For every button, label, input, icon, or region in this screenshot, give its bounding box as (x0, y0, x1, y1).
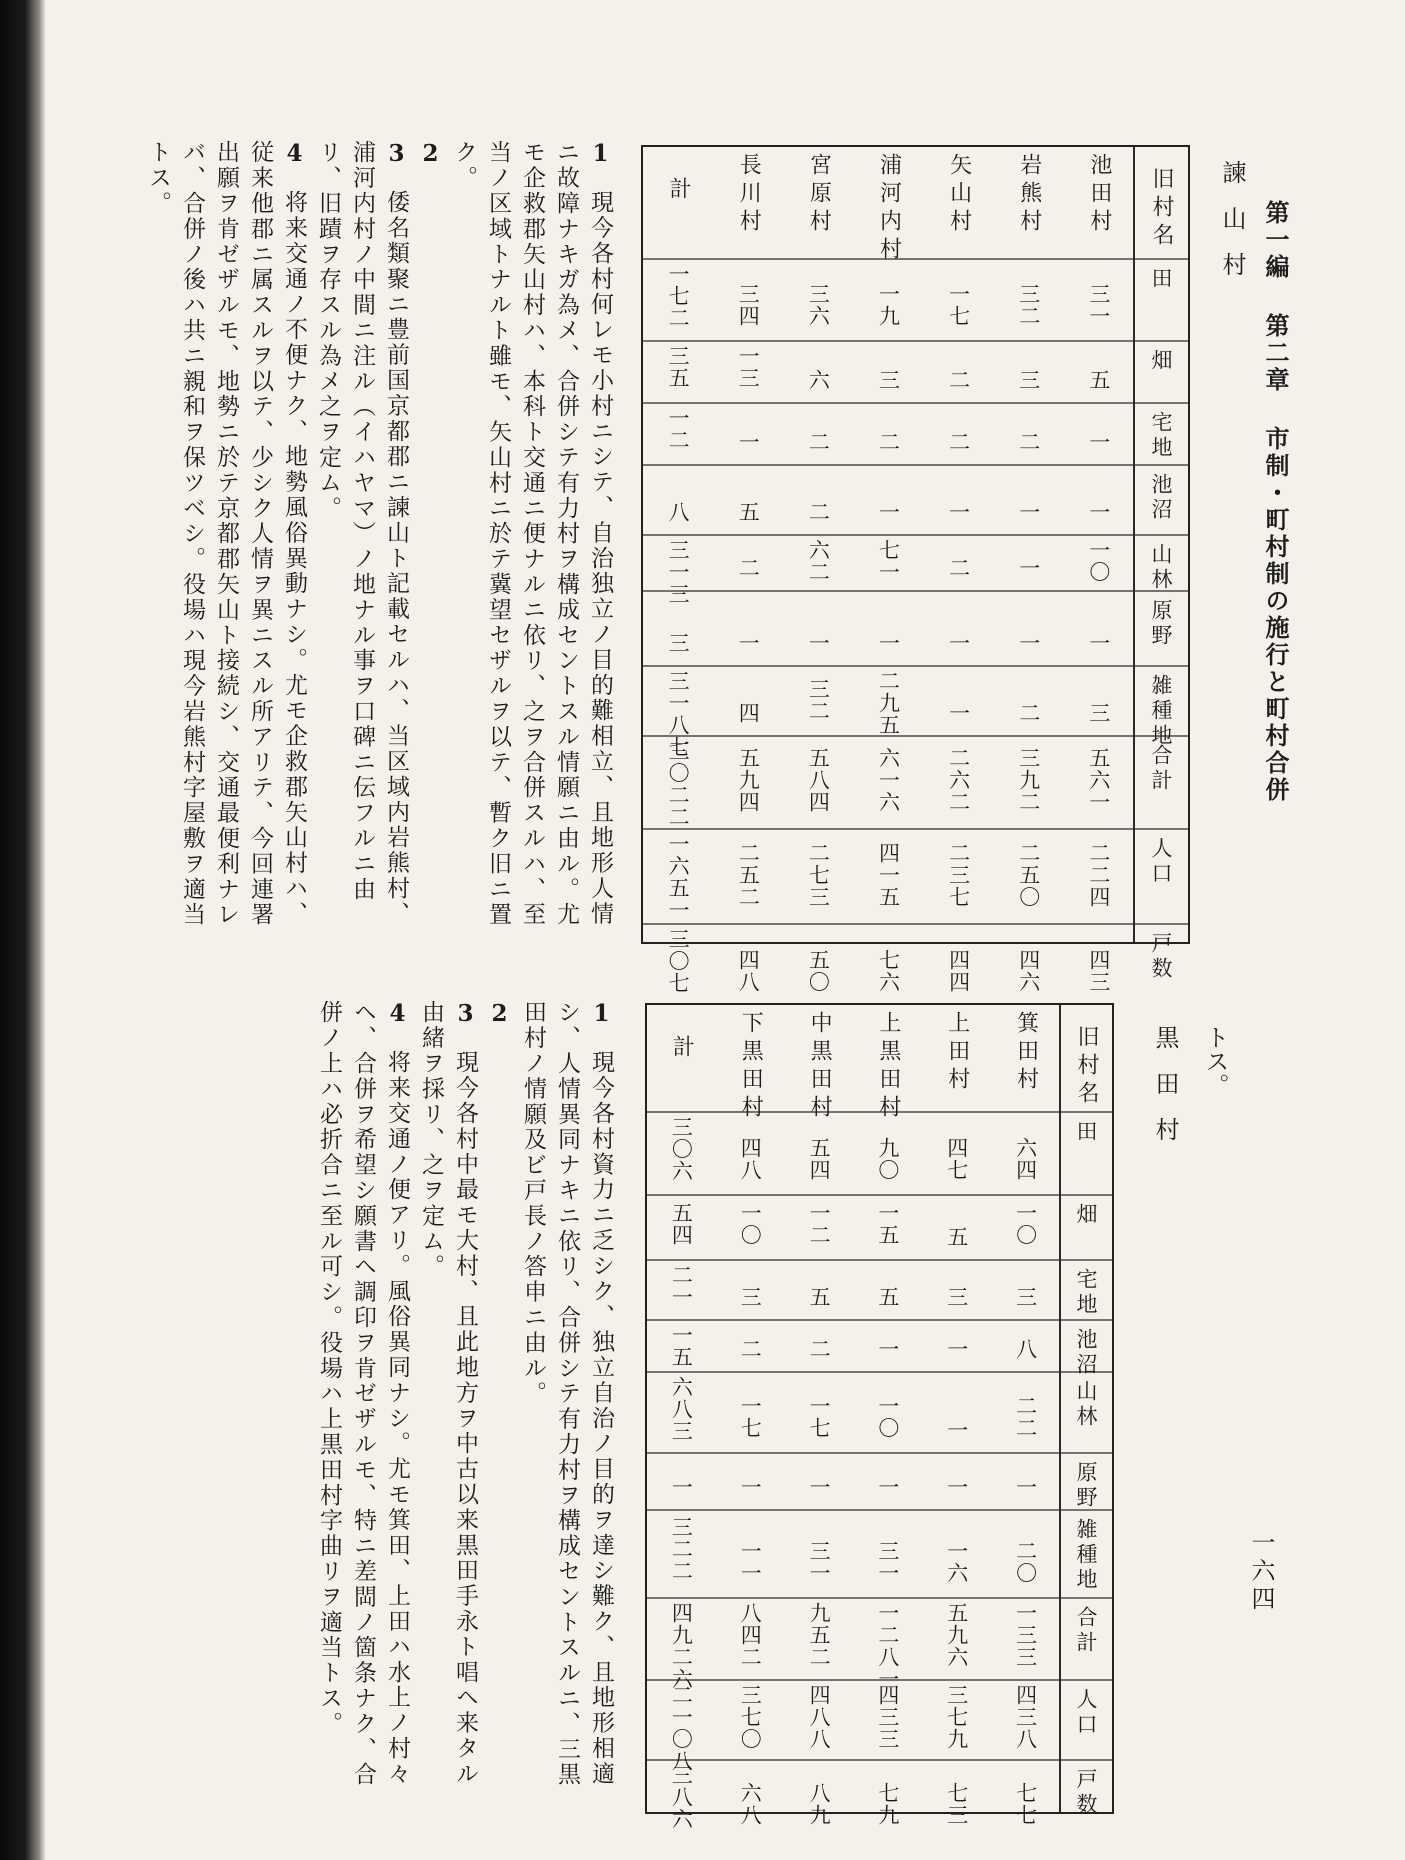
table-cell: 二二四 (1086, 842, 1111, 908)
column-header-village: 長川村 (736, 153, 762, 237)
column-header-village: 宮原村 (806, 153, 832, 237)
table-cell: 三二 (806, 678, 831, 722)
row-label: 畑 (1149, 349, 1173, 374)
table-cell: 三二二 (669, 1516, 694, 1582)
table-cell: 六 (806, 369, 831, 391)
table-cell: 一 (944, 1338, 969, 1360)
note-number: 3 (452, 1000, 479, 1050)
table-cell: 三〇二二 (666, 740, 691, 828)
table-cell: 五六一 (1086, 747, 1111, 813)
table-cell: 六四 (1013, 1137, 1038, 1181)
table-cell: 三 (944, 1286, 969, 1308)
table-cell: 六一六 (876, 747, 901, 813)
row-label: 雑種地 (1074, 1518, 1098, 1593)
row-label: 山林 (1149, 543, 1173, 593)
table-cell: 四一五 (876, 842, 901, 908)
table-cell: 八 (666, 501, 691, 523)
row-label: 山林 (1074, 1380, 1098, 1430)
row-label: 人口 (1074, 1688, 1098, 1738)
carryover-text: トス。 (1201, 1025, 1229, 1097)
table-cell: 三 (738, 1286, 763, 1308)
note-text: 現今各村資力ニ乏シク、独立自治ノ目的ヲ達シ難ク、且地形相適シ、人情異同ナキニ依リ、合併シテ有力村ヲ構成セントスルニ、三黒田村ノ情願及ビ戸長ノ答申ニ由ル。 (520, 1000, 614, 1788)
row-label: 池沼 (1149, 473, 1173, 523)
table-cell: 一 (946, 702, 971, 724)
table-cell: 一 (1013, 1476, 1038, 1498)
table-cell: 六八 (738, 1782, 763, 1826)
table-cell: 四九二六 (669, 1602, 694, 1690)
row-label: 旧村名 (1149, 167, 1174, 251)
table-cell: 五四 (807, 1137, 832, 1181)
row-label: 畑 (1074, 1203, 1098, 1228)
note-paragraph (447, 140, 617, 950)
table-cell: 七七 (1013, 1782, 1038, 1826)
table-cell: 九〇 (875, 1137, 900, 1181)
note-number: 1 (588, 1000, 615, 1050)
table-cell: 二 (1016, 702, 1041, 724)
table-cell: 四三八 (1013, 1684, 1038, 1750)
table-cell: 四三三 (875, 1684, 900, 1750)
table-cell: 一七 (738, 1395, 763, 1439)
column-header-village: 矢山村 (946, 153, 972, 237)
table-cell: 一 (875, 1476, 900, 1498)
note-paragraph (141, 140, 311, 950)
table-cell: 二一 (669, 1264, 694, 1308)
table-cell: 一 (1016, 557, 1041, 579)
table-cell: 五 (807, 1286, 832, 1308)
table-cell: 五〇 (806, 949, 831, 993)
table-cell: 一 (876, 501, 901, 523)
table-cell: 三 (876, 369, 901, 391)
column-header-village: 池田村 (1086, 153, 1112, 237)
table-cell: 三 (1013, 1286, 1038, 1308)
table-cell: 七一 (876, 539, 901, 583)
note-number: 4 (384, 1000, 411, 1050)
table-cell: 一〇 (738, 1202, 763, 1246)
table-cell: 四八八 (807, 1684, 832, 1750)
table-cell: 三一 (1086, 283, 1111, 327)
table-cell: 七三 (944, 1782, 969, 1826)
row-label: 人口 (1149, 837, 1173, 887)
row-label: 田 (1074, 1120, 1098, 1145)
land-table-kuroda (645, 1003, 1114, 1830)
note-text: 将来交通ノ不便ナク、地勢風俗異動ナシ。尤モ企救郡矢山村ハ、従来他郡ニ属スルヲ以テ、少シク人情ヲ異ニスル所アリテ、今回連署出願ヲ肯ゼザルモ、地勢ニ於テ京都郡矢山ト接続シ、交通最便利ナレバ、合併ノ後ハ共ニ親和ヲ保ツベシ。役場ハ現今岩熊村字屋敷ヲ適当トス。 (145, 140, 307, 928)
table-cell: 三五 (666, 345, 691, 389)
table-cell: 一 (944, 1476, 969, 1498)
table-cell: 三二 (1016, 283, 1041, 327)
table-cell: 三九二 (1016, 747, 1041, 813)
note-paragraph (312, 1000, 414, 1800)
table-cell: 一〇 (1013, 1202, 1038, 1246)
table-cell: 三八六 (669, 1764, 694, 1830)
column-header-village: 計 (669, 1035, 695, 1063)
table-cell: 八九 (807, 1782, 832, 1826)
table-cell: 二 (1016, 431, 1041, 453)
table-cell: 八 (1013, 1338, 1038, 1360)
table-cell: 一二 (807, 1202, 832, 1246)
village-title-isayama: 諫山村 (1218, 160, 1246, 298)
table-cell: 三一 (807, 1540, 832, 1584)
note-number: 4 (281, 140, 308, 190)
table-cell: 三七〇 (738, 1684, 763, 1750)
table-cell: 一 (807, 1476, 832, 1498)
column-header-village: 上田村 (944, 1011, 970, 1095)
table-cell: 一三三 (1013, 1602, 1038, 1668)
table-cell: 三一八七 (666, 670, 691, 758)
table-cell: 一 (736, 431, 761, 453)
table-cell: 二二 (1013, 1395, 1038, 1439)
table-cell: 一〇 (1086, 539, 1111, 583)
note-paragraph (311, 140, 413, 950)
table-cell: 二六二 (946, 747, 971, 813)
table-cell: 二 (807, 1338, 832, 1360)
table-cell: 二 (736, 557, 761, 579)
table-cell: 三四 (736, 283, 761, 327)
table-cell: 五八四 (806, 747, 831, 813)
table-cell: 一七二 (666, 263, 691, 329)
table-cell: 五九四 (736, 747, 761, 813)
running-header: 第一編 第二章 市制・町村制の施行と町村合併 (1261, 200, 1290, 804)
table-cell: 二五〇 (1016, 842, 1041, 908)
table-cell: 二 (806, 431, 831, 453)
note-text: 倭名類聚ニ豊前国京都郡ニ諫山ト記載セルハ、当区域内岩熊村、浦河内村ノ中間ニ注ル（イハヤマ）ノ地ナル事ヲ口碑ニ伝フルニ由リ、旧蹟ヲ存スル為メ之ヲ定ム。 (315, 140, 409, 927)
table-cell: 二三七 (946, 842, 971, 908)
table-cell: 一二八一 (875, 1602, 900, 1690)
table-cell: 一三 (736, 345, 761, 389)
column-header-village: 中黒田村 (807, 1011, 833, 1123)
table-cell: 二 (876, 431, 901, 453)
column-header-village: 浦河内村 (876, 153, 902, 265)
table-cell: 五四 (669, 1202, 694, 1246)
table-cell: 二一〇八 (669, 1684, 694, 1772)
column-header-village: 上黒田村 (875, 1011, 901, 1123)
column-header-village: 岩熊村 (1016, 153, 1042, 237)
note-paragraph (482, 1000, 516, 1800)
note-text: 現今各村何レモ小村ニシテ、自治独立ノ目的難相立、且地形人情ニ故障ナキガ為メ、合併シテ有力村ヲ構成セントスル情願ニ由ル。尤モ企救郡矢山村ハ、本科ト交通ニ便ナルニ依リ、之ヲ合併スルハ、至当ノ区域トナルト雖モ、矢山村ニ於テ冀望セザルヲ以テ、暫ク旧ニ置ク。 (451, 140, 613, 928)
table-cell: 六二 (806, 539, 831, 583)
column-header-village: 計 (666, 177, 692, 205)
table-cell: 一 (1016, 501, 1041, 523)
table-cell: 七六 (876, 949, 901, 993)
table-cell: 四七 (944, 1137, 969, 1181)
table-cell: 三七九 (944, 1684, 969, 1750)
note-paragraph (414, 1000, 482, 1800)
table-cell: 一 (738, 1476, 763, 1498)
table-cell: 二 (806, 501, 831, 523)
table-cell: 二九五 (876, 670, 901, 736)
row-label: 宅地 (1149, 411, 1173, 461)
table-cell: 二七三 (806, 842, 831, 908)
table-cell: 四三 (1086, 949, 1111, 993)
table-cell: 一 (806, 632, 831, 654)
table-cell: 一七 (946, 283, 971, 327)
table-cell: 二五二 (736, 842, 761, 908)
table-cell: 一 (946, 632, 971, 654)
column-header-village: 下黒田村 (738, 1011, 764, 1123)
note-text: 将来交通ノ便アリ。風俗異同ナシ。尤モ箕田、上田ハ水上ノ村々ヘ、合併ヲ希望シ願書ヘ調印ヲ肯ゼザルモ、特ニ差閊ノ箇条ナク、合併ノ上ハ必折合ニ至ル可シ。役場ハ上黒田村字曲リヲ適当トス。 (316, 1000, 410, 1788)
row-label: 戸数 (1149, 932, 1173, 982)
table-cell: 二 (738, 1338, 763, 1360)
note-number: 1 (587, 140, 614, 190)
note-paragraph (413, 140, 447, 950)
table-cell: 三一 (875, 1540, 900, 1584)
note-number: 3 (383, 140, 410, 190)
table-cell: 一 (944, 1419, 969, 1441)
row-label: 池沼 (1074, 1328, 1098, 1378)
table-cell: 五九六 (944, 1602, 969, 1668)
table-cell: 二 (946, 557, 971, 579)
table-cell: 一五 (875, 1202, 900, 1246)
notes-kuroda (268, 1000, 618, 1800)
table-cell: 一七 (807, 1395, 832, 1439)
table-cell: 二 (946, 431, 971, 453)
table-cell: 三 (1086, 702, 1111, 724)
table-cell: 六八三 (669, 1376, 694, 1442)
table-cell: 一 (875, 1338, 900, 1360)
table-cell: 一 (876, 632, 901, 654)
table-cell: 五 (1086, 369, 1111, 391)
table-cell: 一 (1016, 632, 1041, 654)
village-title-kuroda: 黒田村 (1151, 1025, 1179, 1163)
note-number: 2 (486, 1000, 513, 1050)
table-cell: 三 (666, 632, 691, 654)
table-cell: 七九 (875, 1782, 900, 1826)
table-cell: 三〇六 (669, 1116, 694, 1182)
row-label: 合計 (1149, 744, 1173, 794)
table-cell: 四八 (736, 949, 761, 993)
column-header-village: 箕田村 (1013, 1011, 1039, 1095)
row-label: 原野 (1074, 1461, 1098, 1511)
row-label: 合計 (1074, 1606, 1098, 1656)
table-cell: 四四 (946, 949, 971, 993)
table-cell: 一一 (738, 1540, 763, 1584)
table-cell: 一〇 (875, 1395, 900, 1439)
table-cell: 一六五一 (666, 833, 691, 921)
row-label: 雑種地 (1149, 674, 1173, 749)
table-cell: 三〇七 (666, 928, 691, 994)
table-cell: 四八 (738, 1137, 763, 1181)
table-cell: 三 (1016, 369, 1041, 391)
table-cell: 一 (669, 1476, 694, 1498)
table-cell: 三六 (806, 283, 831, 327)
page-number: 一六四 (1247, 1530, 1275, 1614)
table-cell: 五 (944, 1226, 969, 1248)
table-cell: 二〇 (1013, 1540, 1038, 1584)
note-paragraph (516, 1000, 618, 1800)
table-cell: 一 (946, 501, 971, 523)
table-cell: 一 (1086, 431, 1111, 453)
notes-isayama (132, 140, 617, 950)
note-text: 現今各村中最モ大村、且此地方ヲ中古以来黒田手永ト唱ヘ来タル由緒ヲ採リ、之ヲ定ム。 (418, 1000, 478, 1787)
table-cell: 九五二 (807, 1602, 832, 1668)
row-label: 原野 (1149, 599, 1173, 649)
table-cell: 三一三 (666, 539, 691, 605)
book-spine-shadow (0, 0, 46, 1860)
table-cell: 一 (736, 632, 761, 654)
row-label: 旧村名 (1074, 1025, 1099, 1109)
row-label: 宅地 (1074, 1268, 1098, 1318)
table-cell: 一二 (666, 407, 691, 451)
table-cell: 一 (1086, 501, 1111, 523)
table-cell: 一九 (876, 283, 901, 327)
table-cell: 四六 (1016, 949, 1041, 993)
table-cell: 一六 (944, 1540, 969, 1584)
table-cell: 二 (946, 369, 971, 391)
table-cell: 八四二 (738, 1602, 763, 1668)
land-table-isayama (641, 145, 1190, 994)
table-cell: 五 (875, 1286, 900, 1308)
note-number: 2 (417, 140, 444, 190)
table-cell: 一五 (669, 1324, 694, 1368)
table-cell: 一 (1086, 632, 1111, 654)
row-label: 田 (1149, 267, 1173, 292)
row-label: 戸数 (1074, 1768, 1098, 1818)
table-cell: 五 (736, 501, 761, 523)
table-cell: 四 (736, 702, 761, 724)
